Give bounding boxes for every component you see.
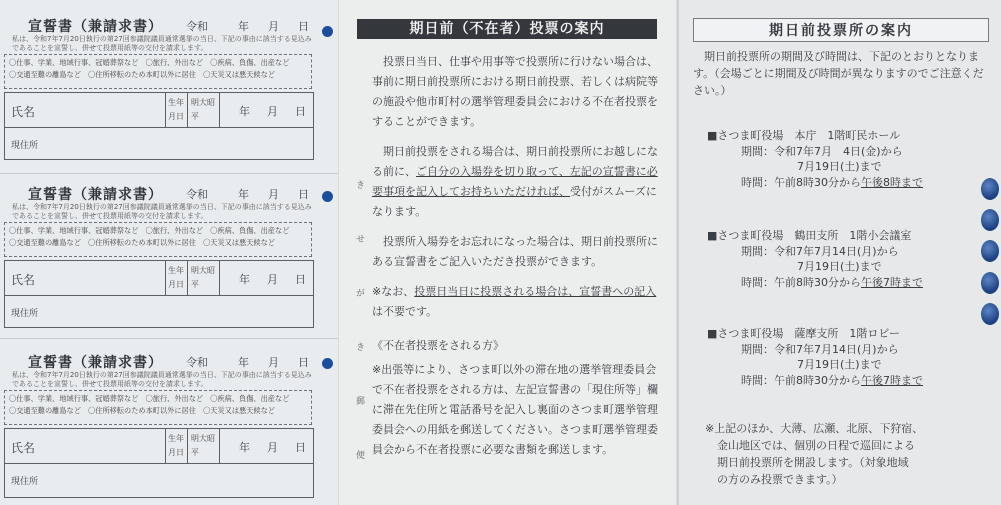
place-period: 7月19日(土)まで <box>797 358 882 371</box>
birth-year: 年 <box>239 441 250 454</box>
punch-hole <box>322 26 333 37</box>
places-intro: 期日前投票所の期間及び時間は、下記のとおりとなります。（会場ごとに期間及び時間が異なりますのでご注意ください。） <box>693 50 984 97</box>
binder-hole <box>981 209 999 231</box>
polling-places-notice <box>677 0 1001 505</box>
oath-title: 宣誓書（兼請求書） <box>28 19 163 35</box>
binder-hole <box>981 178 999 200</box>
oath-year: 年 <box>238 356 249 369</box>
oath-era: 令和 <box>186 20 208 33</box>
oath-declaration: 私は、令和7年7月20日執行の第27回参議院議員通常選挙の当日、下記の事由に該当する見込みであることを宣誓し、併せて投票用紙等の交付を請求します。 <box>12 35 312 52</box>
binder-hole <box>981 272 999 294</box>
polling-place-item <box>707 326 997 388</box>
note-line: 期日前投票所を開設します。（対象地域 <box>717 456 909 469</box>
oath-year: 年 <box>238 20 249 33</box>
oath-title: 宣誓書（兼請求書） <box>28 355 163 371</box>
place-hours: 時間：午前8時30分から午後7時まで <box>741 373 923 387</box>
birth-label: 生年月日 <box>168 434 184 457</box>
note-line: 金山地区では、個別の日程で巡回による <box>717 439 915 452</box>
places-title: 期日前投票所の案内 <box>693 18 989 42</box>
notice-paragraph: ※出張等により、さつま町以外の滞在地の選挙管理委員会で不在者投票をされる方は、左記宣誓書の「現住所等」欄に滞在先住所と電話番号を記入し裏面のさつま町選挙管理委員会への用紙を郵送してください。さつま町選挙管理委員会から不在者投票に必要な書類を郵送します。 <box>372 363 658 456</box>
punch-hole <box>322 191 333 202</box>
vertical-fold-text: き せ が き 郵 便 <box>354 180 364 477</box>
address-label: 現住所 <box>11 309 39 319</box>
oath-options <box>4 390 312 425</box>
notice-body <box>372 52 664 460</box>
oath-options-line: 〇仕事、学業、地域行事、冠婚葬祭など 〇旅行、外出など 〇疾病、負傷、出産など <box>9 394 290 403</box>
polling-place-item <box>707 128 997 190</box>
place-name: ■さつま町役場 鶴田支所 1階小会議室 <box>707 229 912 242</box>
oath-options <box>4 222 312 257</box>
place-hours: 時間：午前8時30分から午後8時まで <box>741 175 923 189</box>
oath-options-line: 〇交通至難の離島など 〇住所移転のため本町以外に居住 〇天災又は悪天候など <box>9 70 275 79</box>
birth-month: 月 <box>267 105 278 118</box>
birth-year: 年 <box>239 273 250 286</box>
places-note <box>705 420 995 488</box>
place-hours: 時間：午前8時30分から午後7時まで <box>741 275 923 289</box>
oath-month: 月 <box>268 356 279 369</box>
notice-paragraph: ※なお、投票日当日に投票される場合は、宣誓書への記入は不要です。 <box>372 285 657 318</box>
oath-options-line: 〇仕事、学業、地域行事、冠婚葬祭など 〇旅行、外出など 〇疾病、負傷、出産など <box>9 58 290 67</box>
birth-label: 生年月日 <box>168 98 184 121</box>
oath-declaration: 私は、令和7年7月20日執行の第27回参議院議員通常選挙の当日、下記の事由に該当する見込みであることを宣誓し、併せて投票用紙等の交付を請求します。 <box>12 203 312 220</box>
oath-year: 年 <box>238 188 249 201</box>
era-options: 明大昭平 <box>191 434 215 457</box>
oath-day: 日 <box>298 188 309 201</box>
oath-month: 月 <box>268 20 279 33</box>
notice-paragraph: 投票日当日、仕事や用事等で投票所に行けない場合は、事前に期日前投票所における期日前投票、若しくは病院等の施設や他市町村の選挙管理委員会における不在者投票をすることができます。 <box>372 55 658 128</box>
punch-hole <box>322 358 333 369</box>
oath-title: 宣誓書（兼請求書） <box>28 187 163 203</box>
notice-paragraph: 投票所入場券をお忘れになった場合は、期日前投票所にある宣誓書をご記入いただき投票ができます。 <box>372 235 658 268</box>
oath-declaration: 私は、令和7年7月20日執行の第27回参議院議員通常選挙の当日、下記の事由に該当する見込みであることを宣誓し、併せて投票用紙等の交付を請求します。 <box>12 371 312 388</box>
oath-forms-panel <box>0 0 338 505</box>
note-line: ※上記のほか、大薄、広瀬、北原、下狩宿、 <box>705 422 924 435</box>
place-period: 7月19日(土)まで <box>797 160 882 173</box>
place-period: 期間：令和7年7月 4日(金)から <box>741 144 903 158</box>
birth-day: 日 <box>295 273 306 286</box>
note-line: の方のみ投票できます。） <box>717 473 843 486</box>
birth-day: 日 <box>295 441 306 454</box>
name-label: 氏名 <box>11 273 36 287</box>
notice-title: 期日前（不在者）投票の案内 <box>357 19 657 39</box>
place-name: ■さつま町役場 薩摩支所 1階ロビー <box>707 327 900 340</box>
name-label: 氏名 <box>11 105 36 119</box>
polling-place-item <box>707 228 997 290</box>
birth-year: 年 <box>239 105 250 118</box>
binder-hole <box>981 303 999 325</box>
oath-entry-grid <box>4 92 314 160</box>
oath-day: 日 <box>298 356 309 369</box>
oath-options-line: 〇仕事、学業、地域行事、冠婚葬祭など 〇旅行、外出など 〇疾病、負傷、出産など <box>9 226 290 235</box>
place-name: ■さつま町役場 本庁 1階町民ホール <box>707 129 901 142</box>
birth-day: 日 <box>295 105 306 118</box>
oath-entry-grid <box>4 260 314 328</box>
advance-voting-notice <box>339 0 676 505</box>
oath-era: 令和 <box>186 356 208 369</box>
oath-month: 月 <box>268 188 279 201</box>
place-period: 7月19日(土)まで <box>797 260 882 273</box>
oath-options <box>4 54 312 89</box>
binder-hole <box>981 240 999 262</box>
birth-month: 月 <box>267 273 278 286</box>
address-label: 現住所 <box>11 477 39 487</box>
birth-month: 月 <box>267 441 278 454</box>
era-options: 明大昭平 <box>191 266 215 289</box>
absentee-heading: 《不在者投票をされる方》 <box>372 339 504 352</box>
oath-entry-grid <box>4 428 314 498</box>
oath-options-line: 〇交通至難の離島など 〇住所移転のため本町以外に居住 〇天災又は悪天候など <box>9 238 275 247</box>
oath-options-line: 〇交通至難の離島など 〇住所移転のため本町以外に居住 〇天災又は悪天候など <box>9 406 275 415</box>
era-options: 明大昭平 <box>191 98 215 121</box>
oath-day: 日 <box>298 20 309 33</box>
notice-paragraph: 期日前投票をされる場合は、期日前投票所にお越しになる前に、ご自分の入場券を切り取って、左記の宣誓書に必要事項を記入してお持ちいただければ、受付がスムーズになります。 <box>372 145 658 218</box>
name-label: 氏名 <box>11 441 36 455</box>
place-period: 期間：令和7年7月14日(月)から <box>741 244 899 258</box>
oath-era: 令和 <box>186 188 208 201</box>
place-period: 期間：令和7年7月14日(月)から <box>741 342 899 356</box>
address-label: 現住所 <box>11 141 39 151</box>
birth-label: 生年月日 <box>168 266 184 289</box>
